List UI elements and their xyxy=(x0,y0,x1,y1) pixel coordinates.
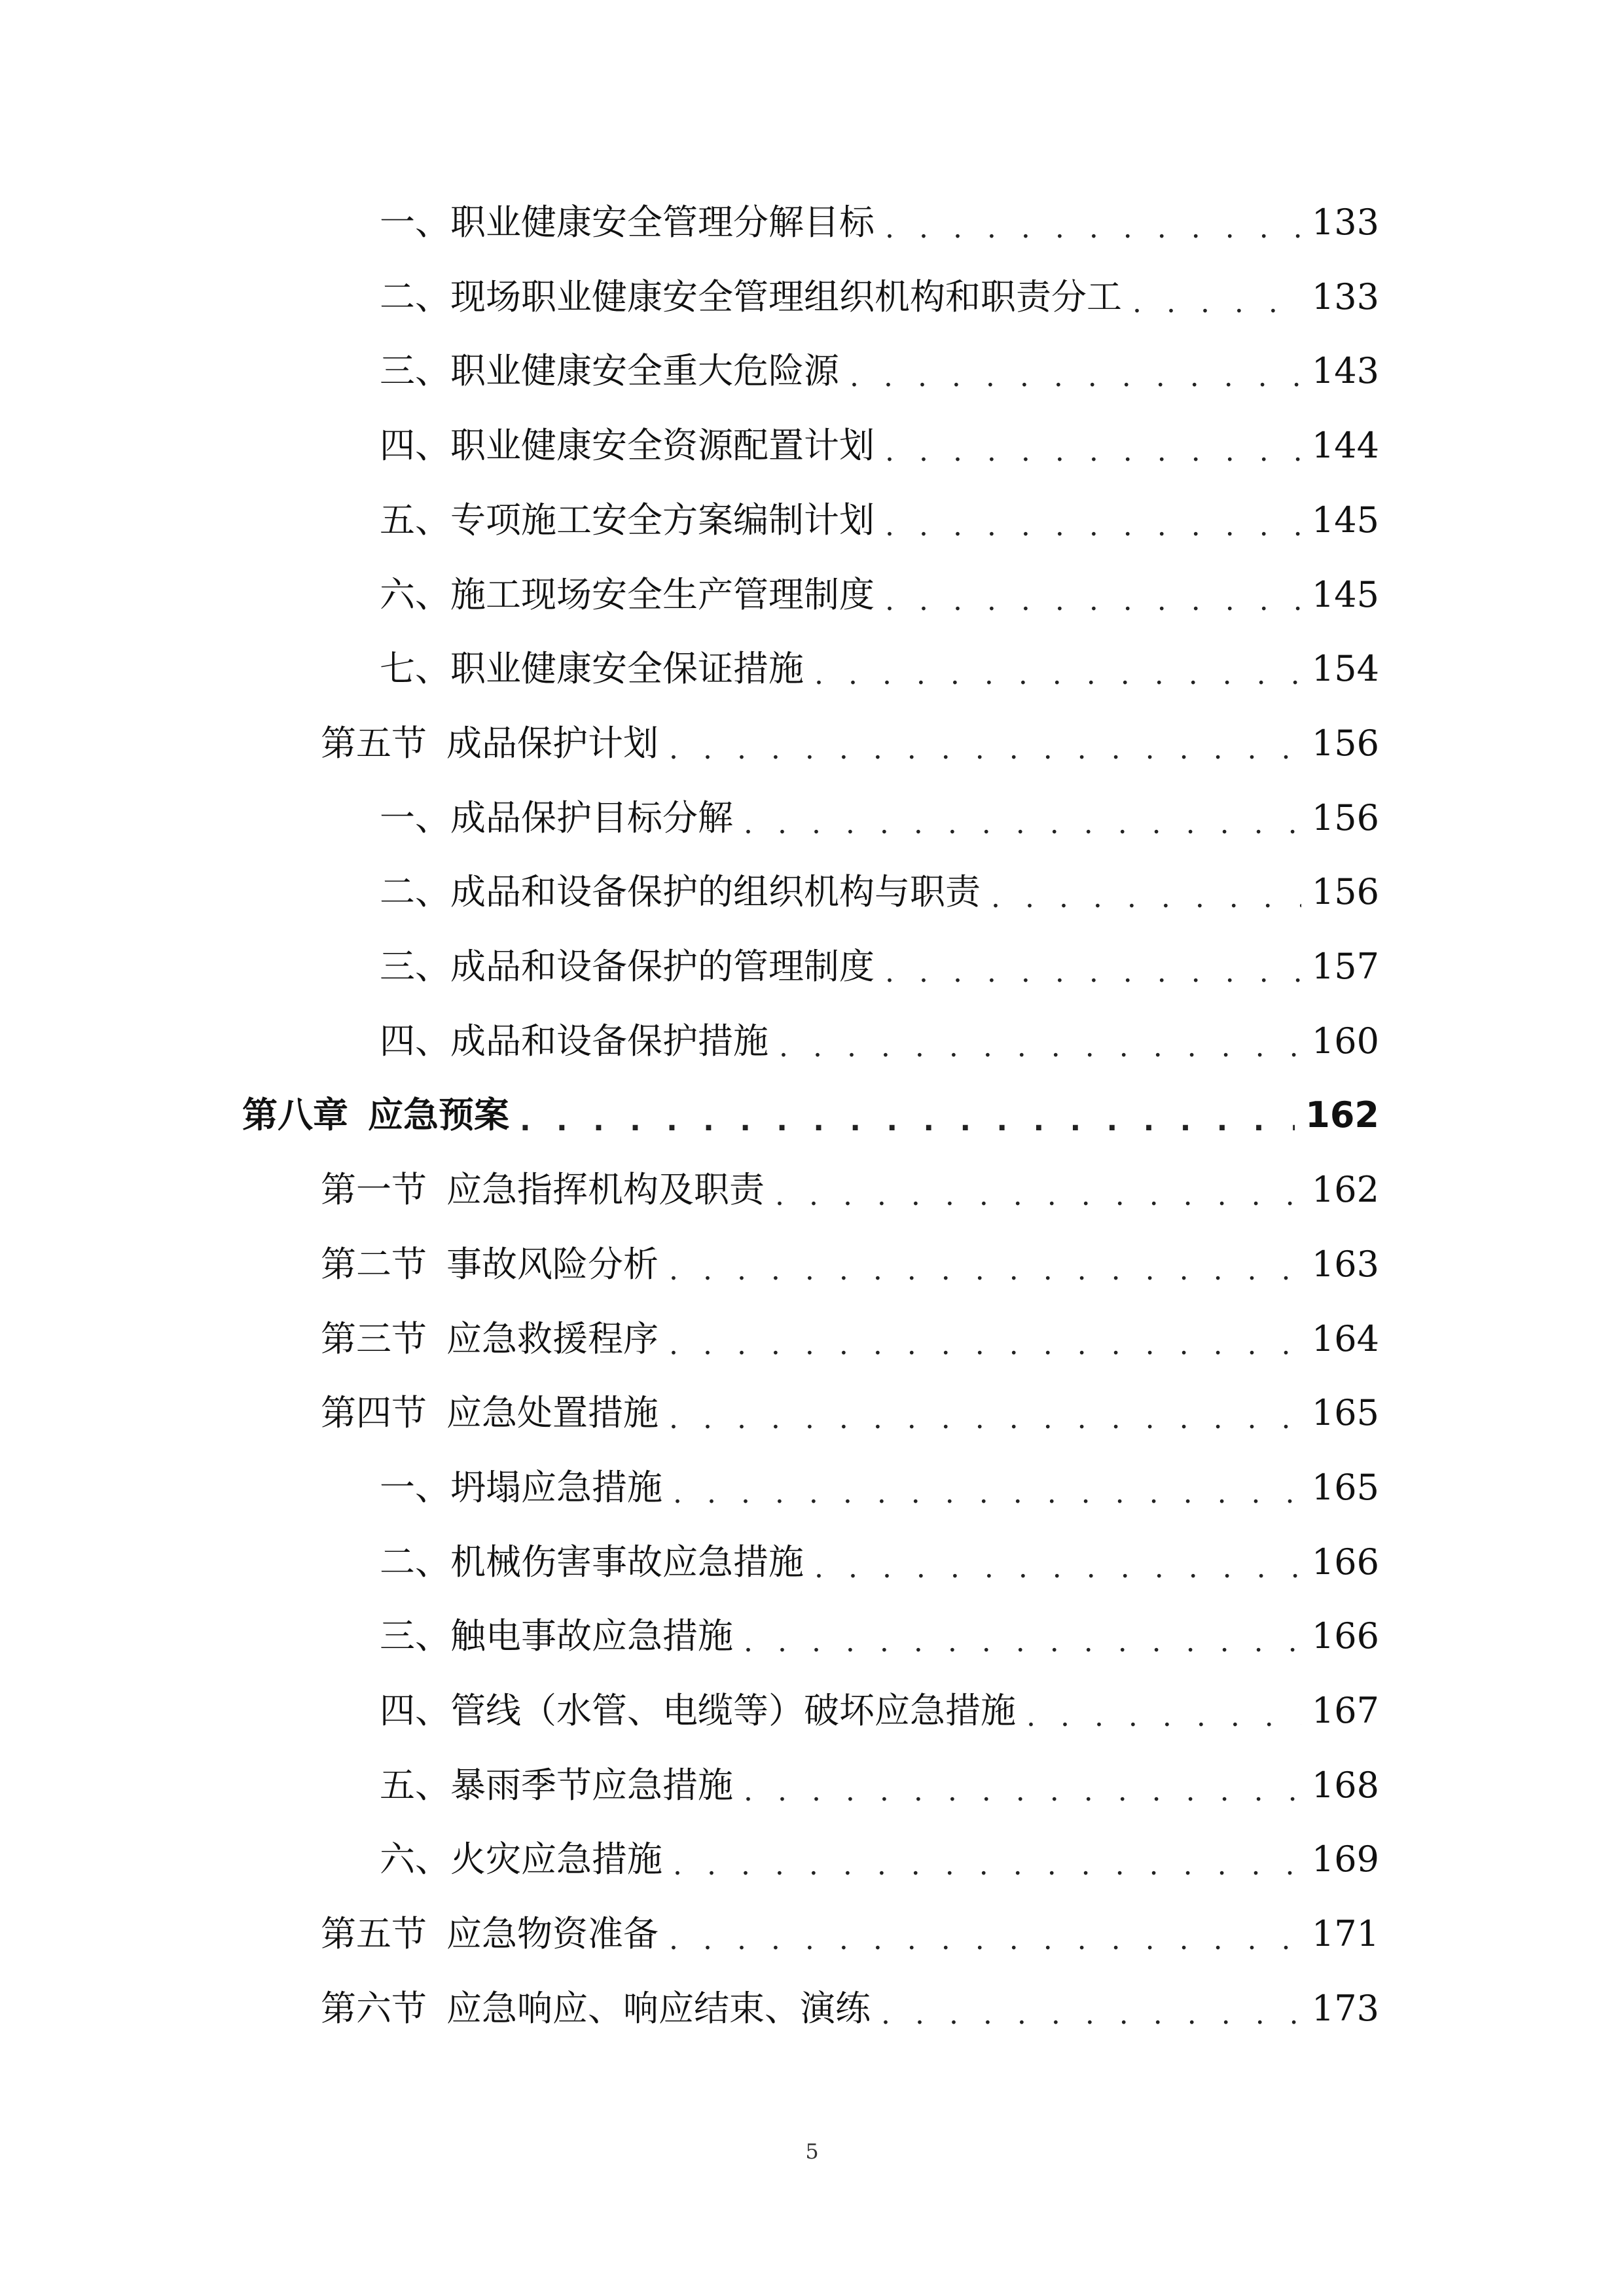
toc-entry-text: 事故风险分析 xyxy=(446,1243,659,1285)
toc-entry-page: 162 xyxy=(1305,1094,1379,1136)
toc-entry-title xyxy=(321,1238,659,1291)
toc-entry-title xyxy=(380,1610,733,1662)
toc-entry-title xyxy=(380,643,804,695)
toc-entry-text: 职业健康安全管理分解目标 xyxy=(450,202,875,243)
toc-entry-text: 成品和设备保护的管理制度 xyxy=(450,946,875,987)
dot-leader xyxy=(669,1250,1301,1291)
toc-entry-number: 第五节 xyxy=(321,1913,427,1955)
toc-entry-title xyxy=(380,271,1122,323)
toc-entry-number: 七、 xyxy=(380,648,450,690)
toc-entry-text: 现场职业健康安全管理组织机构和职责分工 xyxy=(450,276,1122,317)
toc-entry-text: 专项施工安全方案编制计划 xyxy=(450,499,875,541)
toc-entry-title xyxy=(380,1462,662,1514)
toc-entry-page: 133 xyxy=(1311,276,1379,317)
dot-leader xyxy=(775,1175,1301,1216)
toc-entry[interactable] xyxy=(380,643,1379,695)
toc-entry[interactable] xyxy=(321,1982,1379,2035)
toc-entry-title xyxy=(321,1982,871,2035)
toc-entry[interactable] xyxy=(321,1313,1379,1365)
toc-entry-number: 六、 xyxy=(380,573,450,615)
toc-entry-number: 二、 xyxy=(380,276,450,317)
toc-entry-number: 第五节 xyxy=(321,722,427,764)
toc-entry-text: 应急物资准备 xyxy=(446,1913,659,1955)
toc-entry-page: 154 xyxy=(1311,648,1379,690)
toc-entry-text: 职业健康安全保证措施 xyxy=(450,648,804,690)
toc-entry[interactable] xyxy=(321,1164,1379,1216)
toc-entry-title xyxy=(321,1313,659,1365)
toc-entry-page: 173 xyxy=(1311,1987,1379,2029)
toc-entry-text: 施工现场安全生产管理制度 xyxy=(450,573,875,615)
toc-entry-page: 171 xyxy=(1311,1913,1379,1955)
toc-entry-number: 第八章 xyxy=(242,1094,348,1136)
toc-entry-number: 一、 xyxy=(380,797,450,838)
toc-entry-page: 156 xyxy=(1311,871,1379,913)
toc-entry-title xyxy=(321,1387,659,1439)
toc-entry[interactable] xyxy=(380,1685,1379,1737)
toc-entry-page: 169 xyxy=(1311,1839,1379,1880)
toc-entry-page: 168 xyxy=(1311,1764,1379,1806)
toc-entry-page: 160 xyxy=(1311,1020,1379,1062)
toc-entry-page: 162 xyxy=(1311,1169,1379,1211)
toc-entry-number: 四、 xyxy=(380,1020,450,1062)
dot-leader xyxy=(520,1101,1295,1141)
toc-entry[interactable] xyxy=(380,494,1379,547)
dot-leader xyxy=(881,1994,1301,2035)
toc-entry-page: 143 xyxy=(1311,350,1379,392)
toc-entry-number: 六、 xyxy=(380,1839,450,1880)
dot-leader xyxy=(885,581,1301,621)
toc-entry-text: 成品和设备保护措施 xyxy=(450,1020,768,1062)
toc-entry[interactable] xyxy=(380,1015,1379,1067)
toc-entry-page: 167 xyxy=(1311,1690,1379,1731)
toc-entry[interactable] xyxy=(380,1610,1379,1662)
toc-entry-page: 164 xyxy=(1311,1318,1379,1359)
toc-entry-page: 166 xyxy=(1311,1615,1379,1657)
toc-entry-number: 第六节 xyxy=(321,1987,427,2029)
toc-entry[interactable] xyxy=(380,792,1379,844)
toc-entry-text: 职业健康安全资源配置计划 xyxy=(450,425,875,467)
toc-entry-number: 第一节 xyxy=(321,1169,427,1211)
toc-entry-page: 156 xyxy=(1311,797,1379,838)
toc-entry-text: 成品保护计划 xyxy=(446,722,659,764)
toc-entry[interactable] xyxy=(380,1833,1379,1886)
toc-entry-text: 成品和设备保护的组织机构与职责 xyxy=(450,871,981,913)
toc-entry-page: 165 xyxy=(1311,1392,1379,1434)
toc-entry-title xyxy=(380,345,839,397)
toc-entry-text: 触电事故应急措施 xyxy=(450,1615,733,1657)
toc-entry-text: 管线（水管、电缆等）破坏应急措施 xyxy=(450,1690,1016,1731)
toc-entry-title xyxy=(380,866,981,918)
toc-entry-number: 第二节 xyxy=(321,1243,427,1285)
toc-entry-title xyxy=(321,1908,659,1960)
toc-entry[interactable] xyxy=(380,420,1379,472)
dot-leader xyxy=(1132,283,1301,323)
toc-entry-number: 三、 xyxy=(380,946,450,987)
toc-entry-title xyxy=(380,1536,804,1588)
toc-entry-text: 职业健康安全重大危险源 xyxy=(450,350,839,392)
toc-entry-number: 五、 xyxy=(380,499,450,541)
dot-leader xyxy=(673,1473,1301,1514)
dot-leader xyxy=(744,1771,1301,1812)
toc-entry-page: 157 xyxy=(1311,946,1379,987)
toc-entry-title xyxy=(380,494,875,547)
dot-leader xyxy=(991,878,1301,918)
dot-leader xyxy=(885,952,1301,993)
dot-leader xyxy=(814,1548,1301,1588)
toc-entry-title xyxy=(380,569,875,621)
toc-entry[interactable] xyxy=(380,1462,1379,1514)
toc-entry-number: 四、 xyxy=(380,425,450,467)
dot-leader xyxy=(1026,1696,1301,1737)
toc-entry-page: 166 xyxy=(1311,1541,1379,1583)
toc-entry-number: 五、 xyxy=(380,1764,450,1806)
toc-entry[interactable] xyxy=(380,196,1379,249)
toc-entry-text: 坍塌应急措施 xyxy=(450,1466,662,1508)
dot-leader xyxy=(744,804,1301,844)
dot-leader xyxy=(669,1399,1301,1439)
toc-entry[interactable] xyxy=(321,1238,1379,1291)
toc-entry[interactable] xyxy=(380,271,1379,323)
toc-entry-page: 145 xyxy=(1311,573,1379,615)
toc-entry[interactable] xyxy=(242,1089,1379,1141)
dot-leader xyxy=(885,506,1301,547)
toc-entry-page: 145 xyxy=(1311,499,1379,541)
toc-entry-number: 一、 xyxy=(380,1466,450,1508)
page-number: 5 xyxy=(805,2139,819,2164)
toc-entry-title xyxy=(380,941,875,993)
toc-entry-page: 163 xyxy=(1311,1243,1379,1285)
toc-entry-number: 二、 xyxy=(380,871,450,913)
toc-entry-number: 三、 xyxy=(380,1615,450,1657)
toc-entry[interactable] xyxy=(321,1387,1379,1439)
toc-entry-number: 二、 xyxy=(380,1541,450,1583)
toc-entry-title xyxy=(380,1759,733,1812)
toc-entry[interactable] xyxy=(380,941,1379,993)
toc-entry-number: 第三节 xyxy=(321,1318,427,1359)
toc-entry-text: 火灾应急措施 xyxy=(450,1839,662,1880)
toc-entry-number: 一、 xyxy=(380,202,450,243)
toc-entry-title xyxy=(321,717,659,770)
dot-leader xyxy=(669,1325,1301,1365)
toc-entry-number: 四、 xyxy=(380,1690,450,1731)
toc-entry-title xyxy=(380,1833,662,1886)
dot-leader xyxy=(885,431,1301,472)
toc-entry-text: 应急预案 xyxy=(368,1094,509,1136)
toc-entry-page: 156 xyxy=(1311,722,1379,764)
toc-entry-text: 成品保护目标分解 xyxy=(450,797,733,838)
toc-entry-page: 144 xyxy=(1311,425,1379,467)
toc-entry[interactable] xyxy=(321,717,1379,770)
dot-leader xyxy=(669,729,1301,770)
toc-entry-title xyxy=(380,1685,1016,1737)
toc-entry-page: 133 xyxy=(1311,202,1379,243)
toc-entry[interactable] xyxy=(380,1759,1379,1812)
toc-entry-text: 暴雨季节应急措施 xyxy=(450,1764,733,1806)
toc-entry-title xyxy=(380,196,875,249)
toc-entry-title xyxy=(380,792,733,844)
dot-leader xyxy=(673,1845,1301,1886)
toc-entry[interactable] xyxy=(380,569,1379,621)
toc-entry-text: 机械伤害事故应急措施 xyxy=(450,1541,804,1583)
toc-entry-text: 应急响应、响应结束、演练 xyxy=(446,1987,871,2029)
toc-entry-title xyxy=(380,420,875,472)
dot-leader xyxy=(669,1920,1301,1960)
toc-entry[interactable] xyxy=(380,866,1379,918)
toc-entry-title xyxy=(321,1164,765,1216)
toc-entry-page: 165 xyxy=(1311,1466,1379,1508)
toc-entry[interactable] xyxy=(380,345,1379,397)
toc-entry[interactable] xyxy=(380,1536,1379,1588)
toc-entry[interactable] xyxy=(321,1908,1379,1960)
toc-entry-number: 第四节 xyxy=(321,1392,427,1434)
dot-leader xyxy=(744,1622,1301,1662)
dot-leader xyxy=(885,208,1301,249)
toc-entry-text: 应急处置措施 xyxy=(446,1392,659,1434)
dot-leader xyxy=(814,655,1301,695)
dot-leader xyxy=(779,1027,1301,1067)
toc-entry-number: 三、 xyxy=(380,350,450,392)
toc-entry-title xyxy=(380,1015,768,1067)
toc-entry-text: 应急指挥机构及职责 xyxy=(446,1169,765,1211)
toc-entry-title xyxy=(242,1089,509,1141)
toc-entry-text: 应急救援程序 xyxy=(446,1318,659,1359)
dot-leader xyxy=(850,357,1301,397)
